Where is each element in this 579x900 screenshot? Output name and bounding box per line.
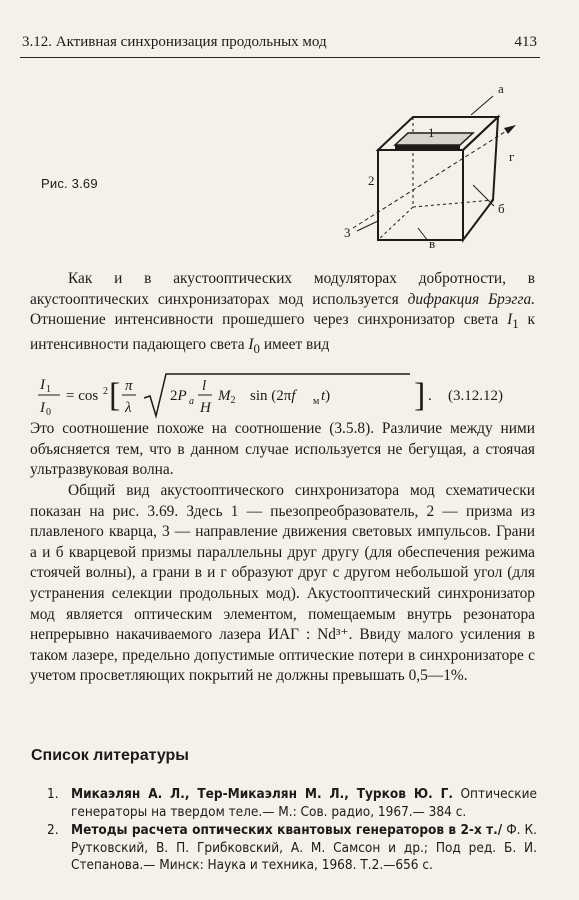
svg-text:sin (2πf: sin (2πf [250, 388, 296, 404]
svg-text:]: ] [414, 377, 426, 414]
svg-text:I: I [40, 400, 45, 416]
svg-text:a: a [189, 396, 194, 407]
reference-title: Методы расчета оптических квантовых генераторов в 2-х т./ [71, 822, 503, 838]
label-face-v: в [429, 236, 436, 251]
svg-text:t): t) [321, 388, 331, 404]
reference-number: 2. [47, 822, 59, 838]
reference-details: Ф. К. Рутковский, В. П. Грибковский, А. М. Самсон и др.; Под ред. Б. И. Степанова.— Минск: Наука и техника, 1968. Т.2.—656 с. [71, 822, 537, 873]
svg-text:l: l [202, 378, 207, 394]
svg-text:м: м [313, 396, 320, 407]
beam-arrowhead [504, 125, 516, 134]
hidden-edge [413, 200, 493, 207]
header-rule [20, 57, 540, 58]
figure-caption: Рис. 3.69 [41, 176, 98, 191]
references-heading: Список литературы [31, 747, 189, 764]
label-piezo: 1 [428, 125, 435, 140]
svg-text:λ: λ [125, 400, 132, 416]
label-face-b: б [498, 201, 505, 216]
svg-text:(3.12.12): (3.12.12) [448, 388, 503, 404]
svg-text:= cos: = cos [66, 388, 99, 404]
equation-3-12-12 [30, 370, 540, 422]
svg-text:π: π [125, 378, 133, 394]
svg-text:0: 0 [46, 407, 51, 418]
running-title: 3.12. Активная синхронизация продольных мод [22, 34, 327, 50]
label-direction: 3 [344, 225, 351, 240]
svg-text:H: H [200, 400, 211, 416]
label-face-a: а [498, 85, 504, 96]
label-face-g: г [509, 149, 515, 164]
svg-text:M2: $M_2$ [218, 388, 236, 406]
acousto-optic-modelocker-figure [333, 85, 533, 255]
svg-text:.: . [428, 388, 432, 404]
svg-text:1: 1 [46, 384, 51, 395]
paragraph-3: Общий вид акустооптического синхронизатора мод схематически показан на рис. 3.69. Здесь 1 — пьезопреобразователь, 2 — призма из плавленого кварца, 3 — направление движения световых импульсов. Грани а и б кварцевой призмы параллельны друг другу (для обеспечения режима стоячей волны), а грани в и г образуют друг с другом небольшой угол (для устранения селекции продольных мод). Акустооптический синхронизатор мод является оптическим элементом, помещаемым внутрь резонатора непрерывно накачиваемого лазера ИАГ : Nd³⁺. Ввиду малого усиления в таком лазере, предельно допустимые оптические потери в синхронизаторе с учетом просветляющих покрытий не должны превышать 0,5—1%. [30, 482, 535, 685]
prism-front-face [378, 150, 463, 240]
svg-text:2: 2 [103, 386, 108, 397]
svg-text:[: [ [109, 377, 121, 414]
page-header [22, 34, 537, 56]
reference-item [47, 822, 537, 875]
svg-text:2P: 2P [170, 388, 187, 404]
label-prism: 2 [368, 173, 375, 188]
reference-authors: Микаэлян А. Л., Тер-Микаэлян М. Л., Турков Ю. Г. [71, 786, 453, 802]
paragraph-2: Это соотношение похоже на соотношение (3.5.8). Различие между ними объясняется тем, что в данном случае используется не бегущая, а стоячая ультразвуковая волна. [30, 420, 535, 479]
reference-number: 1. [47, 786, 59, 802]
reference-details: Оптические генераторы на твердом теле.— М.: Сов. радио, 1967.— 384 с. [71, 786, 537, 820]
hidden-edge [378, 207, 413, 240]
reference-item [47, 786, 537, 821]
paragraph-1: Как и в акустооптических модуляторах добротности, в акустооптических синхронизаторах мод используется дифракция Брэгга. Отношение интенсивности прошедшего через синхронизатор света $I_1$ к интенсивности падающего света $I_0$ имеет вид [30, 270, 535, 356]
svg-text:I: I [40, 377, 45, 393]
references-list [47, 786, 537, 876]
page-number: 413 [514, 34, 537, 50]
